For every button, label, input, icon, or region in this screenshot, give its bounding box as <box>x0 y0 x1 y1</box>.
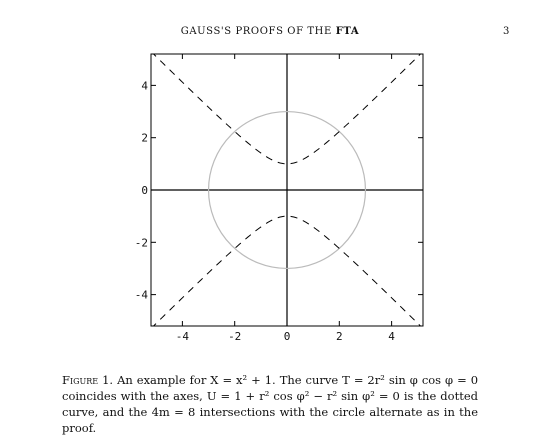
figure-plot <box>115 48 433 358</box>
header-title-text: GAUSS'S PROOFS OF THE <box>180 26 332 37</box>
header-title-bold: FTA <box>335 26 360 37</box>
x-tick-label: 2 <box>335 330 343 343</box>
figure-caption <box>62 372 478 436</box>
caption-label: Figure 1. <box>62 373 114 387</box>
x-tick-label: -4 <box>175 330 190 343</box>
x-tick-label: -2 <box>228 330 242 343</box>
y-tick-label: -2 <box>134 236 148 250</box>
page-number: 3 <box>503 26 510 37</box>
plot-svg <box>115 48 433 358</box>
y-tick-label: 4 <box>141 79 148 93</box>
caption-text: An example for X = x² + 1. The curve T = 2r² sin φ cos φ = 0 coincides with the axes, U = 1 + r² cos φ² − r² sin φ² = 0 is the dotted curve, and the 4m = 8 intersections with the circle alternate as in the proof. <box>62 373 479 435</box>
y-tick-label: 0 <box>141 184 148 197</box>
y-tick-label: 2 <box>141 131 148 145</box>
x-tick-label: 0 <box>283 330 291 343</box>
x-tick-label: 4 <box>388 330 395 343</box>
y-tick-label: -4 <box>134 288 148 302</box>
running-header <box>0 26 540 37</box>
